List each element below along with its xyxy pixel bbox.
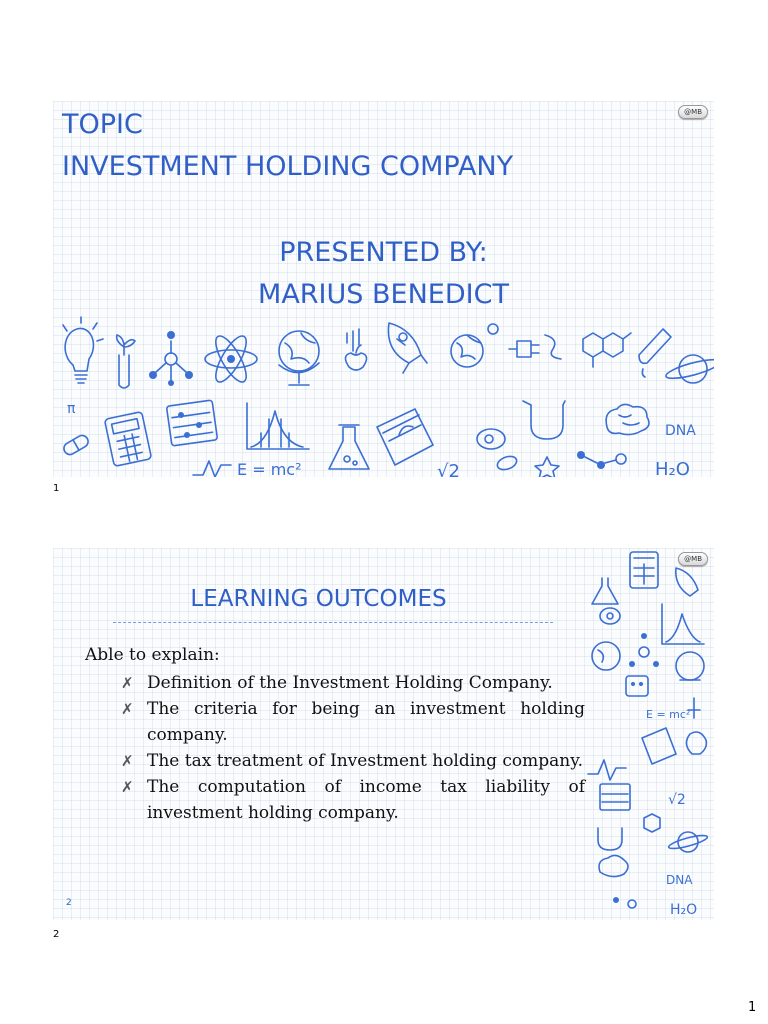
sqrt-text [437, 461, 460, 477]
outcome-item [121, 774, 585, 826]
lightbulb-icon [63, 317, 103, 383]
science-doodles [53, 315, 714, 477]
bacteria-icon [600, 608, 620, 624]
water-formula [655, 459, 690, 477]
svg-text:H₂O: H₂O [655, 459, 690, 477]
lightbulb-icon [686, 732, 706, 754]
sqrt-text [668, 792, 686, 808]
title-divider [113, 622, 553, 623]
outcome-text: Definition of the Investment Holding Company. [147, 673, 553, 693]
outcome-text: The criteria for being an investment holding company. [147, 699, 585, 745]
svg-text:√2: √2 [668, 792, 686, 808]
side-science-doodles [586, 548, 714, 920]
book-icon [377, 409, 433, 465]
svg-text:√2: √2 [437, 461, 460, 477]
pill-icon [62, 433, 91, 456]
svg-text:H₂O: H₂O [670, 902, 698, 918]
slide-title [53, 101, 714, 477]
formula-text [237, 460, 301, 477]
flask-icon [329, 425, 369, 469]
magnet-icon [598, 828, 622, 850]
slide-page-label: 1 [53, 483, 60, 494]
presenter-name: MARIUS BENEDICT [258, 279, 509, 310]
bell-curve-graph-icon [662, 604, 704, 644]
slide-page-label: 2 [53, 929, 60, 940]
globe-icon [676, 652, 704, 680]
planet-icon [664, 355, 714, 383]
molecule-icon [149, 331, 193, 386]
topic-title: INVESTMENT HOLDING COMPANY [62, 151, 514, 182]
x-bullet-icon: ✗ [121, 778, 134, 796]
intro-text: Able to explain: [85, 645, 220, 665]
magnet-icon [523, 401, 565, 439]
outcome-item [121, 696, 585, 748]
brain-icon [606, 404, 649, 434]
slide-learning-outcomes [53, 548, 714, 920]
globe-icon [279, 331, 319, 385]
dna-text [665, 423, 696, 439]
planet-icon [668, 832, 709, 852]
brain-icon [599, 855, 628, 876]
svg-text:DNA: DNA [665, 423, 696, 439]
rocket-icon [388, 323, 427, 373]
dna-text [666, 873, 693, 887]
pi-symbol [67, 401, 76, 417]
learning-outcomes-title: LEARNING OUTCOMES [190, 586, 447, 612]
topic-heading: TOPIC [62, 109, 143, 140]
test-tube-plant-icon [117, 335, 135, 388]
author-badge: @MB [678, 552, 708, 566]
star-icon [535, 457, 559, 477]
earth-icon [451, 324, 498, 367]
x-bullet-icon: ✗ [121, 700, 134, 718]
outcome-item [121, 748, 585, 774]
x-bullet-icon: ✗ [121, 752, 134, 770]
rocket-icon [676, 568, 698, 596]
svg-text:DNA: DNA [666, 873, 693, 887]
heartbeat-line [588, 760, 626, 780]
bacteria-icon [477, 429, 518, 472]
hexagon-molecule-icon [644, 814, 660, 832]
svg-text:E = mc²: E = mc² [646, 708, 691, 721]
outcome-item [121, 670, 585, 696]
book-icon [642, 728, 676, 764]
svg-text:E = mc²: E = mc² [237, 460, 302, 477]
presented-by-label: PRESENTED BY: [279, 237, 488, 268]
plug-icon [509, 335, 561, 359]
hexagon-molecule-icon [583, 333, 631, 367]
outcome-text: The computation of income tax liability of investment holding company. [147, 777, 585, 823]
formula-text [646, 708, 690, 721]
calculator-icon [104, 412, 151, 467]
author-badge: @MB [678, 105, 708, 119]
calculator-icon [630, 552, 658, 588]
x-bullet-icon: ✗ [121, 674, 134, 692]
presenter-block [53, 232, 714, 316]
molecule-chain-icon [577, 451, 626, 469]
heartbeat-line [193, 461, 231, 477]
flask-icon [592, 578, 618, 604]
bell-curve-graph-icon [247, 403, 309, 449]
molecule-icon [629, 633, 659, 667]
slide-number: 2 [66, 898, 72, 908]
abacus-icon [600, 784, 630, 810]
atom-icon [205, 332, 257, 386]
outcome-text: The tax treatment of Investment holding company. [147, 751, 584, 771]
molecule-chain-icon [613, 897, 636, 908]
outcomes-list [121, 670, 585, 826]
robot-icon [626, 676, 648, 696]
water-formula [670, 902, 697, 918]
abacus-icon [166, 400, 217, 446]
test-tube-icon [639, 329, 671, 377]
page-number: 1 [748, 1000, 757, 1015]
apple-icon [345, 329, 366, 370]
svg-text:π: π [67, 401, 76, 417]
earth-icon [592, 642, 620, 670]
